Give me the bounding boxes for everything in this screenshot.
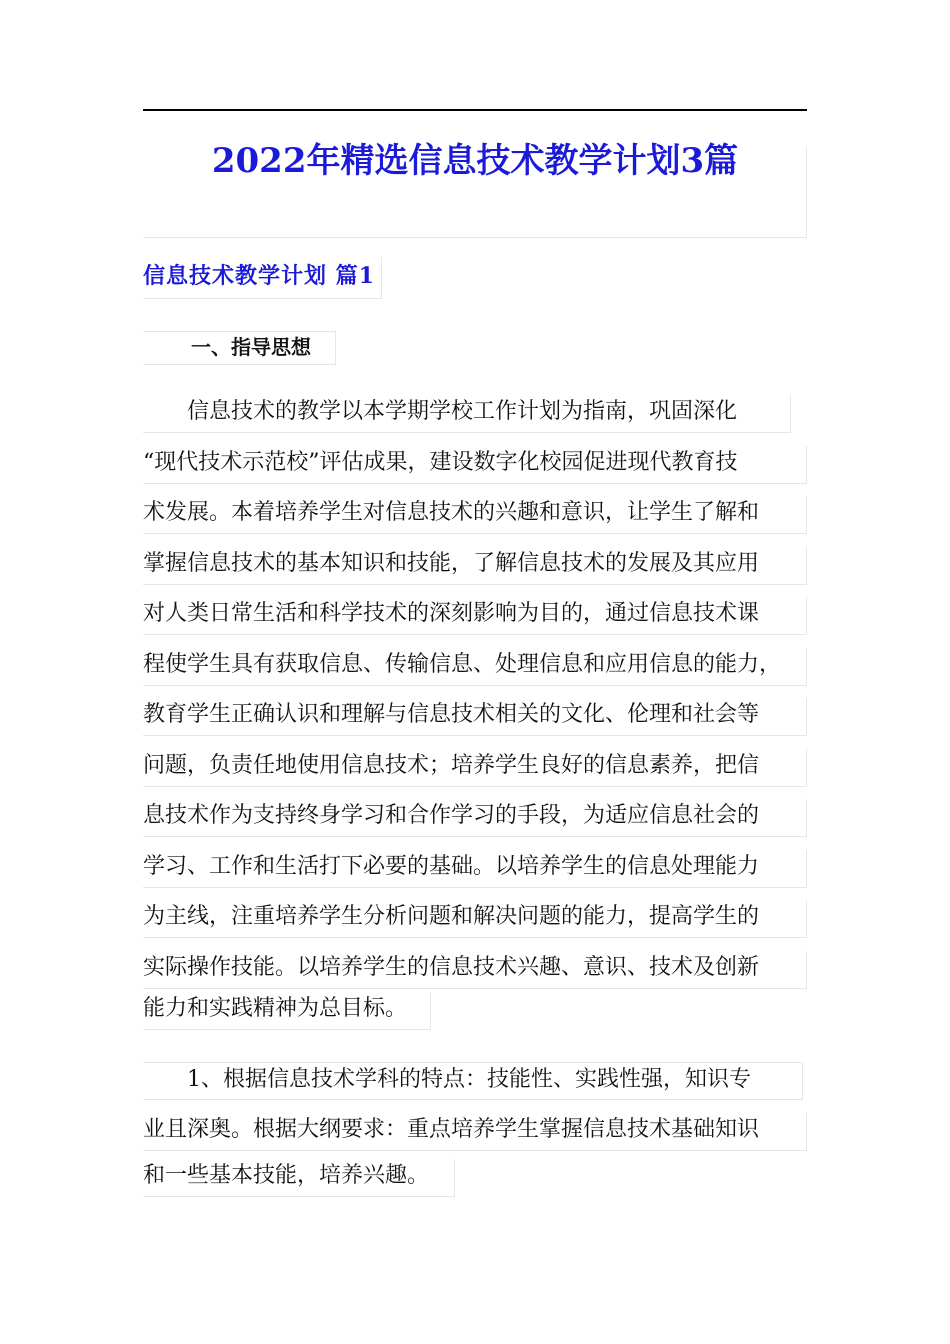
section-heading: 信息技术教学计划 篇1	[143, 257, 382, 299]
paragraph-line: 实际操作技能。以培养学生的信息技术兴趣、意识、技术及创新	[143, 951, 807, 989]
title-block	[143, 141, 807, 238]
paragraph-line: 掌握信息技术的基本知识和技能，了解信息技术的发展及其应用	[143, 547, 807, 585]
paragraph-line: 息技术作为支持终身学习和合作学习的手段，为适应信息社会的	[143, 799, 807, 837]
paragraph-line: 业且深奥。根据大纲要求：重点培养学生掌握信息技术基础知识	[143, 1113, 807, 1151]
paragraph-line: 术发展。本着培养学生对信息技术的兴趣和意识，让学生了解和	[143, 496, 807, 534]
subheading: 一、指导思想	[191, 335, 311, 359]
paragraph-line: “现代技术示范校”评估成果，建设数字化校园促进现代教育技	[143, 446, 807, 484]
paragraph-line: 教育学生正确认识和理解与信息技术相关的文化、伦理和社会等	[143, 698, 807, 736]
header-rule	[143, 109, 807, 111]
paragraph-line: 为主线，注重培养学生分析问题和解决问题的能力，提高学生的	[143, 900, 807, 938]
paragraph-line: 学习、工作和生活打下必要的基础。以培养学生的信息处理能力	[143, 850, 807, 888]
paragraph-line: 1、根据信息技术学科的特点：技能性、实践性强，知识专	[143, 1062, 803, 1100]
paragraph-line: 信息技术的教学以本学期学校工作计划为指南，巩固深化	[143, 395, 791, 433]
paragraph-line: 问题，负责任地使用信息技术；培养学生良好的信息素养，把信	[143, 749, 807, 787]
paragraph-line: 程使学生具有获取信息、传输信息、处理信息和应用信息的能力，	[143, 648, 807, 686]
paragraph-line: 对人类日常生活和科学技术的深刻影响为目的，通过信息技术课	[143, 597, 807, 635]
subheading-block	[143, 331, 336, 365]
paragraph-line: 和一些基本技能，培养兴趣。	[143, 1159, 455, 1197]
paragraph-line: 能力和实践精神为总目标。	[143, 992, 431, 1030]
document-title: 2022年精选信息技术教学计划3篇	[211, 141, 739, 181]
